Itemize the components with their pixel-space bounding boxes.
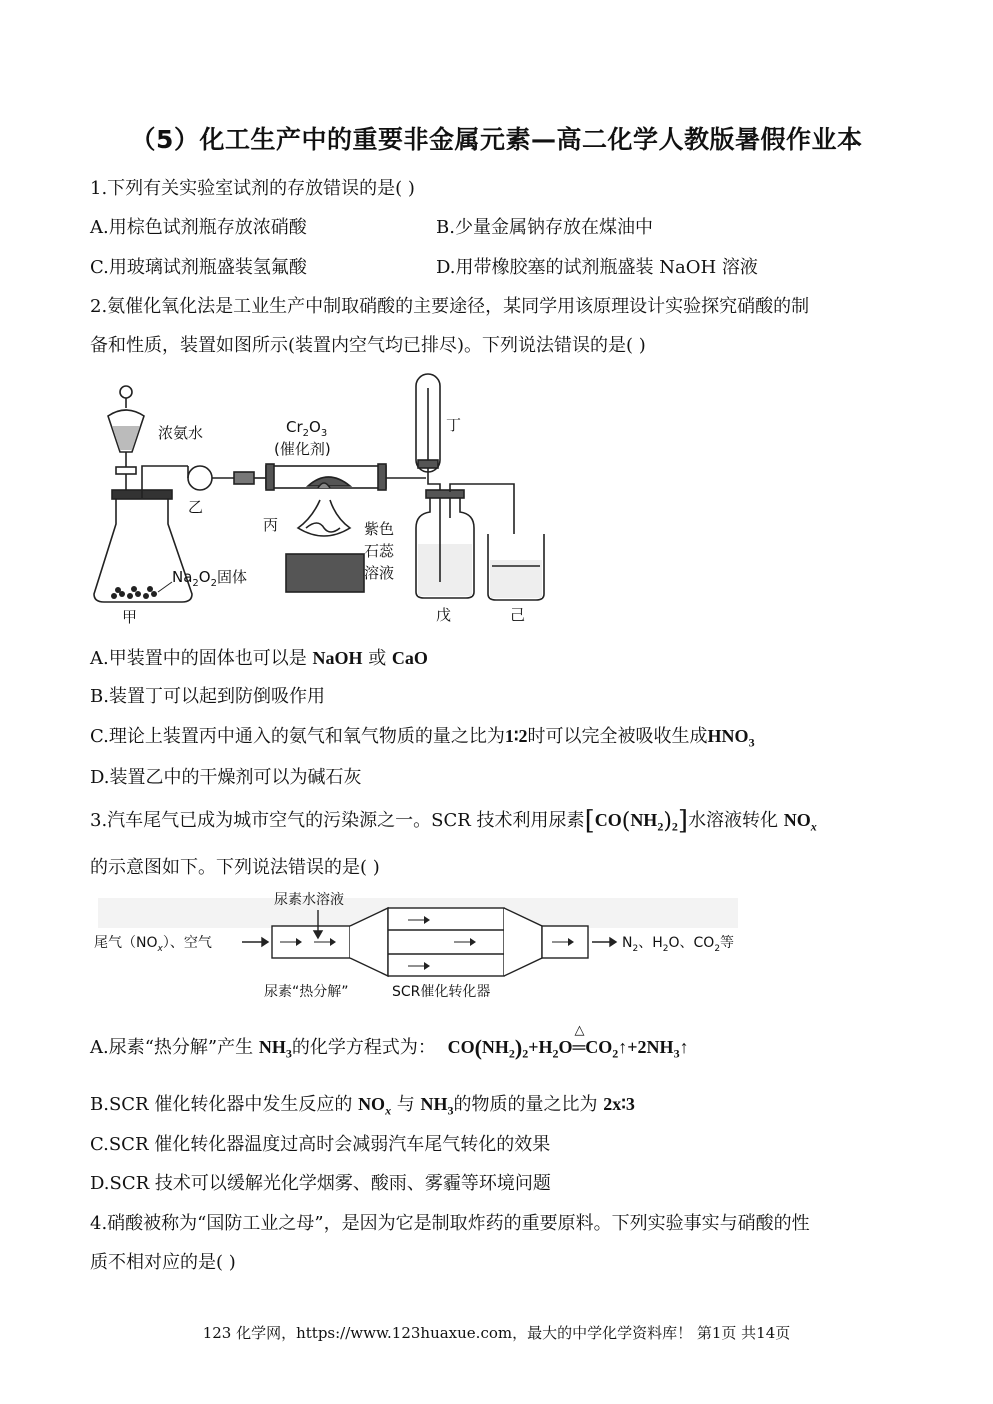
flask-jia bbox=[94, 496, 192, 602]
label-ding: 丁 bbox=[446, 416, 462, 434]
scr-converter bbox=[388, 908, 504, 976]
q1-option-d: D.用带橡胶塞的试剂瓶盛装 NaOH 溶液 bbox=[436, 257, 758, 278]
page-footer: 123 化学网，https://www.123huaxue.com，最大的中学化学资料库！ 第1页 共14页 bbox=[202, 1324, 791, 1342]
page-title: （5）化工生产中的重要非金属元素—高二化学人教版暑假作业本 bbox=[130, 125, 863, 154]
label-conc-ammonia: 浓氨水 bbox=[158, 424, 204, 442]
q1-option-b: B.少量金属钠存放在煤油中 bbox=[436, 217, 653, 238]
q3-option-a: A.尿素“热分解”产生 $NH_3$的化学方程式为： $CO(NH_2)_2+H_2O$ △ $═CO_2↑+2NH_3↑$ bbox=[90, 1022, 689, 1061]
q2-stem-line1: 2.氨催化氧化法是工业生产中制取硝酸的主要途径，某同学用该原理设计实验探究硝酸的制 bbox=[90, 296, 810, 317]
label-sodium-peroxide: $Na_2O_2$固体 bbox=[172, 568, 247, 589]
label-scr-converter: SCR催化转化器 bbox=[392, 984, 491, 1000]
q3-option-b: B.SCR 催化转化器中发生反应的 $NO_x$ 与 $NH_3$的物质的量之比为 2x∶3 bbox=[90, 1094, 635, 1118]
q3-stem-line2: 的示意图如下。下列说法错误的是( ) bbox=[90, 857, 380, 878]
alcohol-lamp bbox=[298, 500, 350, 536]
label-ji: 己 bbox=[510, 606, 526, 624]
q4-stem-line2: 质不相对应的是( ) bbox=[90, 1252, 236, 1273]
label-exhaust-input: 尾气$(NO_x)$、空气 bbox=[94, 935, 212, 954]
q2-stem-line2: 备和性质，装置如图所示(装置内空气均已排尽)。下列说法错误的是( ) bbox=[90, 335, 646, 356]
label-yi: 乙 bbox=[188, 498, 204, 516]
q2-option-b: B.装置丁可以起到防倒吸作用 bbox=[90, 686, 325, 707]
drying-tube-yi bbox=[188, 466, 212, 490]
q2-option-c: C.理论上装置丙中通入的氨气和氧气物质的量之比为1∶2时可以完全被吸收生成$HNO_3$ bbox=[90, 726, 755, 750]
label-litmus-1: 紫色 bbox=[364, 520, 395, 538]
label-urea-solution: 尿素水溶液 bbox=[274, 892, 344, 908]
q1-stem: 1.下列有关实验室试剂的存放错误的是( ) bbox=[90, 178, 415, 199]
label-catalyst: (催化剂) bbox=[274, 440, 331, 458]
q3-option-c: C.SCR 催化转化器温度过高时会减弱汽车尾气转化的效果 bbox=[90, 1134, 551, 1155]
funnel-stopper bbox=[120, 386, 132, 398]
label-litmus-2: 石蕊 bbox=[364, 542, 395, 560]
label-catalyst-formula: $Cr_2O_3$ bbox=[286, 418, 328, 439]
decomposition-equation: $CO(NH_2)_2+H_2O$ △ $═CO_2↑+2NH_3↑$ bbox=[447, 1022, 689, 1061]
label-bing: 丙 bbox=[263, 516, 279, 534]
label-jia: 甲 bbox=[122, 608, 138, 626]
q2-apparatus-diagram bbox=[88, 368, 548, 630]
q2-option-d: D.装置乙中的干燥剂可以为碱石灰 bbox=[90, 767, 362, 788]
q2-option-a: A.甲装置中的固体也可以是 NaOH 或 CaO bbox=[90, 648, 428, 669]
q3-stem-line1: 3.汽车尾气已成为城市空气的污染源之一。SCR 技术利用尿素$[CO(NH_2)_2]$水溶液转化 $NO_x$ bbox=[90, 806, 817, 836]
label-wu: 戊 bbox=[436, 606, 452, 624]
lab-jack bbox=[286, 554, 364, 592]
q4-stem-line1: 4.硝酸被称为“国防工业之母”，是因为它是制取炸药的重要原料。下列实验事实与硝酸的性 bbox=[90, 1213, 810, 1234]
q3-scr-diagram bbox=[92, 888, 752, 1004]
q1-option-a: A.用棕色试剂瓶存放浓硝酸 bbox=[90, 217, 307, 238]
q1-option-c: C.用玻璃试剂瓶盛装氢氟酸 bbox=[90, 257, 307, 278]
label-litmus-3: 溶液 bbox=[364, 564, 395, 582]
label-output-products: $N_2$、$H_2O$、$CO_2$等 bbox=[622, 935, 735, 954]
q3-option-d: D.SCR 技术可以缓解光化学烟雾、酸雨、雾霾等环境问题 bbox=[90, 1173, 551, 1194]
label-thermal-decomposition: 尿素“热分解” bbox=[264, 984, 349, 1000]
